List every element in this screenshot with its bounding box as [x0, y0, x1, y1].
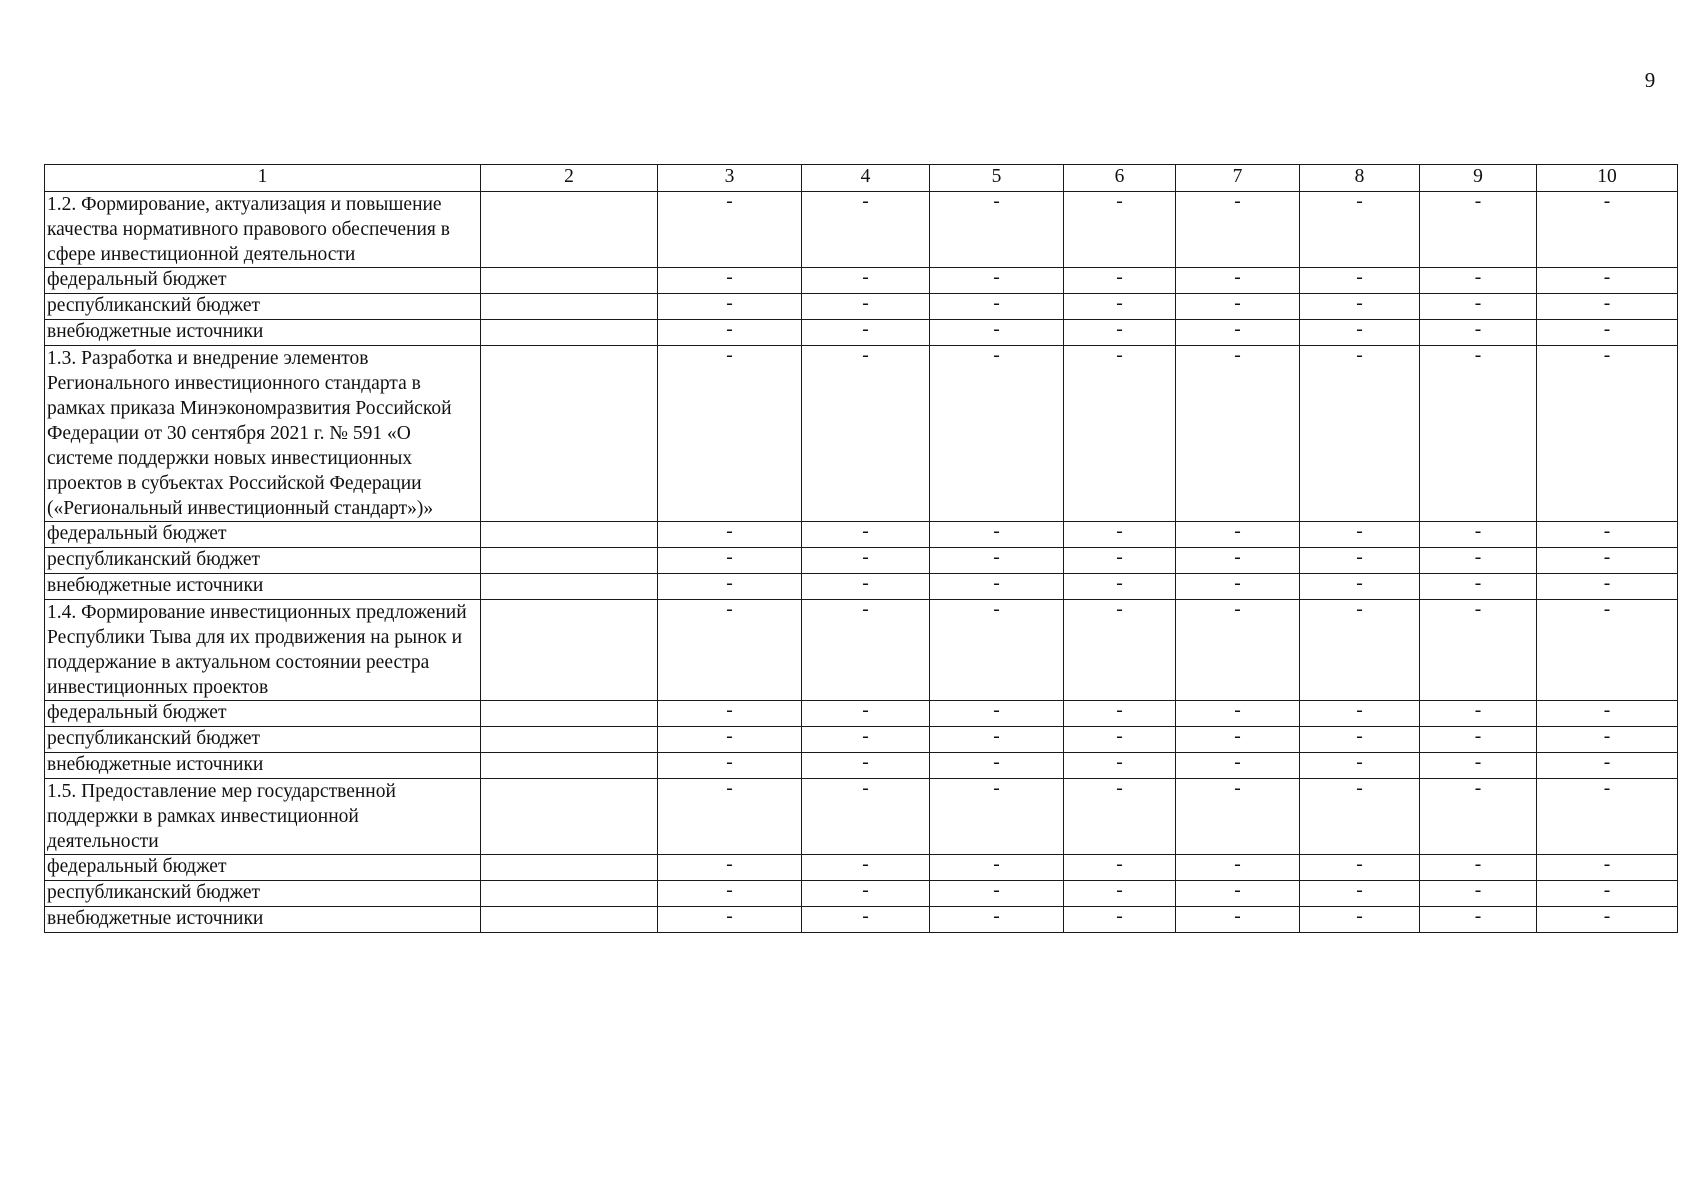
- row-value-cell: -: [658, 268, 802, 294]
- header-row: [45, 165, 1678, 192]
- table-row-activity: [45, 779, 1678, 855]
- row-value-cell: -: [1300, 753, 1420, 779]
- row-value-cell: -: [658, 907, 802, 933]
- row-value-cell: -: [802, 268, 930, 294]
- row-value-cell: -: [930, 294, 1064, 320]
- row-col2-cell: [481, 294, 658, 320]
- row-value-cell: -: [1420, 855, 1537, 881]
- table-row-source: [45, 548, 1678, 574]
- row-value-cell: -: [1300, 907, 1420, 933]
- column-header: 8: [1300, 165, 1420, 192]
- row-value-cell: -: [802, 548, 930, 574]
- row-value-cell: -: [930, 881, 1064, 907]
- row-name-cell: 1.4. Формирование инвестиционных предложений Республики Тыва для их продвижения на рынок и поддержание в актуальном состоянии реестра инвестиционных проектов: [45, 600, 481, 701]
- row-value-cell: -: [658, 600, 802, 701]
- row-value-cell: -: [1420, 294, 1537, 320]
- row-value-cell: -: [1537, 268, 1678, 294]
- row-value-cell: -: [1176, 346, 1300, 522]
- row-name-cell: республиканский бюджет: [45, 881, 481, 907]
- row-value-cell: -: [1064, 881, 1176, 907]
- row-col2-cell: [481, 753, 658, 779]
- row-value-cell: -: [1300, 548, 1420, 574]
- row-value-cell: -: [1176, 574, 1300, 600]
- row-value-cell: -: [658, 192, 802, 268]
- row-value-cell: -: [1537, 574, 1678, 600]
- row-value-cell: -: [1537, 522, 1678, 548]
- row-value-cell: -: [802, 600, 930, 701]
- row-value-cell: -: [930, 192, 1064, 268]
- row-col2-cell: [481, 320, 658, 346]
- table-row-source: [45, 881, 1678, 907]
- row-value-cell: -: [658, 320, 802, 346]
- row-col2-cell: [481, 727, 658, 753]
- row-value-cell: -: [802, 907, 930, 933]
- row-value-cell: -: [1064, 855, 1176, 881]
- row-value-cell: -: [930, 727, 1064, 753]
- table-row-source: [45, 294, 1678, 320]
- row-value-cell: -: [802, 727, 930, 753]
- row-value-cell: -: [802, 779, 930, 855]
- row-value-cell: -: [930, 701, 1064, 727]
- row-value-cell: -: [1420, 320, 1537, 346]
- column-header: 7: [1176, 165, 1300, 192]
- row-value-cell: -: [1064, 346, 1176, 522]
- table-row-source: [45, 907, 1678, 933]
- row-value-cell: -: [1420, 779, 1537, 855]
- row-value-cell: -: [930, 522, 1064, 548]
- row-value-cell: -: [1176, 727, 1300, 753]
- table-row-activity: [45, 192, 1678, 268]
- row-value-cell: -: [1537, 779, 1678, 855]
- row-value-cell: -: [1420, 268, 1537, 294]
- row-value-cell: -: [802, 294, 930, 320]
- row-value-cell: -: [1537, 701, 1678, 727]
- row-name-cell: федеральный бюджет: [45, 855, 481, 881]
- row-value-cell: -: [1537, 881, 1678, 907]
- row-value-cell: -: [1420, 346, 1537, 522]
- row-col2-cell: [481, 855, 658, 881]
- row-col2-cell: [481, 574, 658, 600]
- row-name-cell: федеральный бюджет: [45, 268, 481, 294]
- row-value-cell: -: [658, 753, 802, 779]
- row-col2-cell: [481, 268, 658, 294]
- row-value-cell: -: [658, 881, 802, 907]
- row-value-cell: -: [802, 574, 930, 600]
- row-value-cell: -: [1420, 548, 1537, 574]
- row-value-cell: -: [1064, 320, 1176, 346]
- row-col2-cell: [481, 522, 658, 548]
- row-value-cell: -: [1064, 907, 1176, 933]
- row-value-cell: -: [1176, 907, 1300, 933]
- row-value-cell: -: [1420, 753, 1537, 779]
- row-value-cell: -: [1064, 574, 1176, 600]
- row-value-cell: -: [930, 855, 1064, 881]
- row-value-cell: -: [930, 320, 1064, 346]
- row-value-cell: -: [1300, 294, 1420, 320]
- table-row-source: [45, 522, 1678, 548]
- row-value-cell: -: [930, 779, 1064, 855]
- row-col2-cell: [481, 600, 658, 701]
- table-row-source: [45, 753, 1678, 779]
- table-row-activity: [45, 346, 1678, 522]
- row-col2-cell: [481, 346, 658, 522]
- row-value-cell: -: [1537, 548, 1678, 574]
- row-value-cell: -: [1176, 548, 1300, 574]
- column-header: 2: [481, 165, 658, 192]
- row-value-cell: -: [1064, 192, 1176, 268]
- row-name-cell: республиканский бюджет: [45, 294, 481, 320]
- row-value-cell: -: [1300, 346, 1420, 522]
- row-value-cell: -: [1537, 907, 1678, 933]
- row-value-cell: -: [1537, 320, 1678, 346]
- row-col2-cell: [481, 881, 658, 907]
- row-col2-cell: [481, 192, 658, 268]
- column-header: 3: [658, 165, 802, 192]
- row-name-cell: федеральный бюджет: [45, 522, 481, 548]
- row-value-cell: -: [1300, 192, 1420, 268]
- column-header: 1: [45, 165, 481, 192]
- row-value-cell: -: [1420, 522, 1537, 548]
- table-row-source: [45, 268, 1678, 294]
- row-value-cell: -: [658, 548, 802, 574]
- row-value-cell: -: [1537, 600, 1678, 701]
- row-value-cell: -: [1300, 600, 1420, 701]
- row-value-cell: -: [930, 346, 1064, 522]
- row-value-cell: -: [1300, 522, 1420, 548]
- row-value-cell: -: [1176, 855, 1300, 881]
- row-col2-cell: [481, 907, 658, 933]
- row-col2-cell: [481, 701, 658, 727]
- row-value-cell: -: [658, 701, 802, 727]
- row-col2-cell: [481, 548, 658, 574]
- row-value-cell: -: [1537, 294, 1678, 320]
- row-value-cell: -: [658, 574, 802, 600]
- table-row-source: [45, 727, 1678, 753]
- row-value-cell: -: [802, 346, 930, 522]
- row-value-cell: -: [1300, 320, 1420, 346]
- row-value-cell: -: [1176, 701, 1300, 727]
- page-number: 9: [1644, 68, 1656, 92]
- row-value-cell: -: [1064, 268, 1176, 294]
- row-value-cell: -: [1176, 320, 1300, 346]
- row-value-cell: -: [1420, 881, 1537, 907]
- row-name-cell: внебюджетные источники: [45, 907, 481, 933]
- row-col2-cell: [481, 779, 658, 855]
- row-value-cell: -: [930, 753, 1064, 779]
- table-row-source: [45, 320, 1678, 346]
- row-value-cell: -: [802, 855, 930, 881]
- row-value-cell: -: [1537, 192, 1678, 268]
- row-value-cell: -: [1537, 753, 1678, 779]
- row-value-cell: -: [1420, 574, 1537, 600]
- row-value-cell: -: [1064, 522, 1176, 548]
- row-value-cell: -: [1176, 881, 1300, 907]
- row-value-cell: -: [1064, 701, 1176, 727]
- row-value-cell: -: [1537, 727, 1678, 753]
- row-value-cell: -: [1420, 727, 1537, 753]
- table-row-source: [45, 574, 1678, 600]
- row-value-cell: -: [930, 600, 1064, 701]
- row-value-cell: -: [802, 192, 930, 268]
- row-value-cell: -: [658, 294, 802, 320]
- row-value-cell: -: [1064, 779, 1176, 855]
- column-header: 9: [1420, 165, 1537, 192]
- row-value-cell: -: [1420, 701, 1537, 727]
- column-header: 10: [1537, 165, 1678, 192]
- row-value-cell: -: [1064, 600, 1176, 701]
- column-header: 4: [802, 165, 930, 192]
- row-name-cell: внебюджетные источники: [45, 574, 481, 600]
- row-name-cell: республиканский бюджет: [45, 727, 481, 753]
- row-value-cell: -: [1300, 855, 1420, 881]
- row-value-cell: -: [1176, 268, 1300, 294]
- column-header: 5: [930, 165, 1064, 192]
- row-value-cell: -: [802, 753, 930, 779]
- row-value-cell: -: [930, 548, 1064, 574]
- row-value-cell: -: [1300, 727, 1420, 753]
- row-value-cell: -: [1537, 346, 1678, 522]
- row-value-cell: -: [1064, 294, 1176, 320]
- row-value-cell: -: [1176, 192, 1300, 268]
- row-value-cell: -: [930, 268, 1064, 294]
- row-value-cell: -: [1064, 727, 1176, 753]
- row-value-cell: -: [1300, 268, 1420, 294]
- table-row-source: [45, 701, 1678, 727]
- row-value-cell: -: [1176, 753, 1300, 779]
- row-value-cell: -: [1420, 192, 1537, 268]
- row-value-cell: -: [658, 346, 802, 522]
- row-value-cell: -: [1300, 701, 1420, 727]
- row-value-cell: -: [802, 320, 930, 346]
- row-value-cell: -: [1176, 522, 1300, 548]
- row-value-cell: -: [1300, 574, 1420, 600]
- row-value-cell: -: [658, 727, 802, 753]
- row-name-cell: федеральный бюджет: [45, 701, 481, 727]
- row-value-cell: -: [1420, 600, 1537, 701]
- row-name-cell: внебюджетные источники: [45, 320, 481, 346]
- row-name-cell: 1.5. Предоставление мер государственной поддержки в рамках инвестиционной деятельности: [45, 779, 481, 855]
- row-value-cell: -: [1537, 855, 1678, 881]
- funding-table: [44, 164, 1678, 933]
- row-value-cell: -: [802, 522, 930, 548]
- row-value-cell: -: [1064, 753, 1176, 779]
- row-name-cell: 1.3. Разработка и внедрение элементов Регионального инвестиционного стандарта в рамках приказа Минэкономразвития Российской Федерации от 30 сентября 2021 г. № 591 «О системе поддержки новых инвестиционных проектов в субъектах Российской Федерации («Региональный инвестиционный стандарт»)»: [45, 346, 481, 522]
- row-value-cell: -: [658, 779, 802, 855]
- row-value-cell: -: [1064, 548, 1176, 574]
- row-value-cell: -: [1176, 294, 1300, 320]
- table-row-activity: [45, 600, 1678, 701]
- row-value-cell: -: [1300, 881, 1420, 907]
- row-value-cell: -: [658, 522, 802, 548]
- row-name-cell: республиканский бюджет: [45, 548, 481, 574]
- row-value-cell: -: [1176, 779, 1300, 855]
- row-value-cell: -: [930, 574, 1064, 600]
- table-row-source: [45, 855, 1678, 881]
- row-value-cell: -: [1300, 779, 1420, 855]
- row-value-cell: -: [802, 701, 930, 727]
- row-value-cell: -: [802, 881, 930, 907]
- row-name-cell: внебюджетные источники: [45, 753, 481, 779]
- row-value-cell: -: [658, 855, 802, 881]
- row-value-cell: -: [1420, 907, 1537, 933]
- row-value-cell: -: [930, 907, 1064, 933]
- column-header: 6: [1064, 165, 1176, 192]
- row-value-cell: -: [1176, 600, 1300, 701]
- row-name-cell: 1.2. Формирование, актуализация и повышение качества нормативного правового обеспечения в сфере инвестиционной деятельности: [45, 192, 481, 268]
